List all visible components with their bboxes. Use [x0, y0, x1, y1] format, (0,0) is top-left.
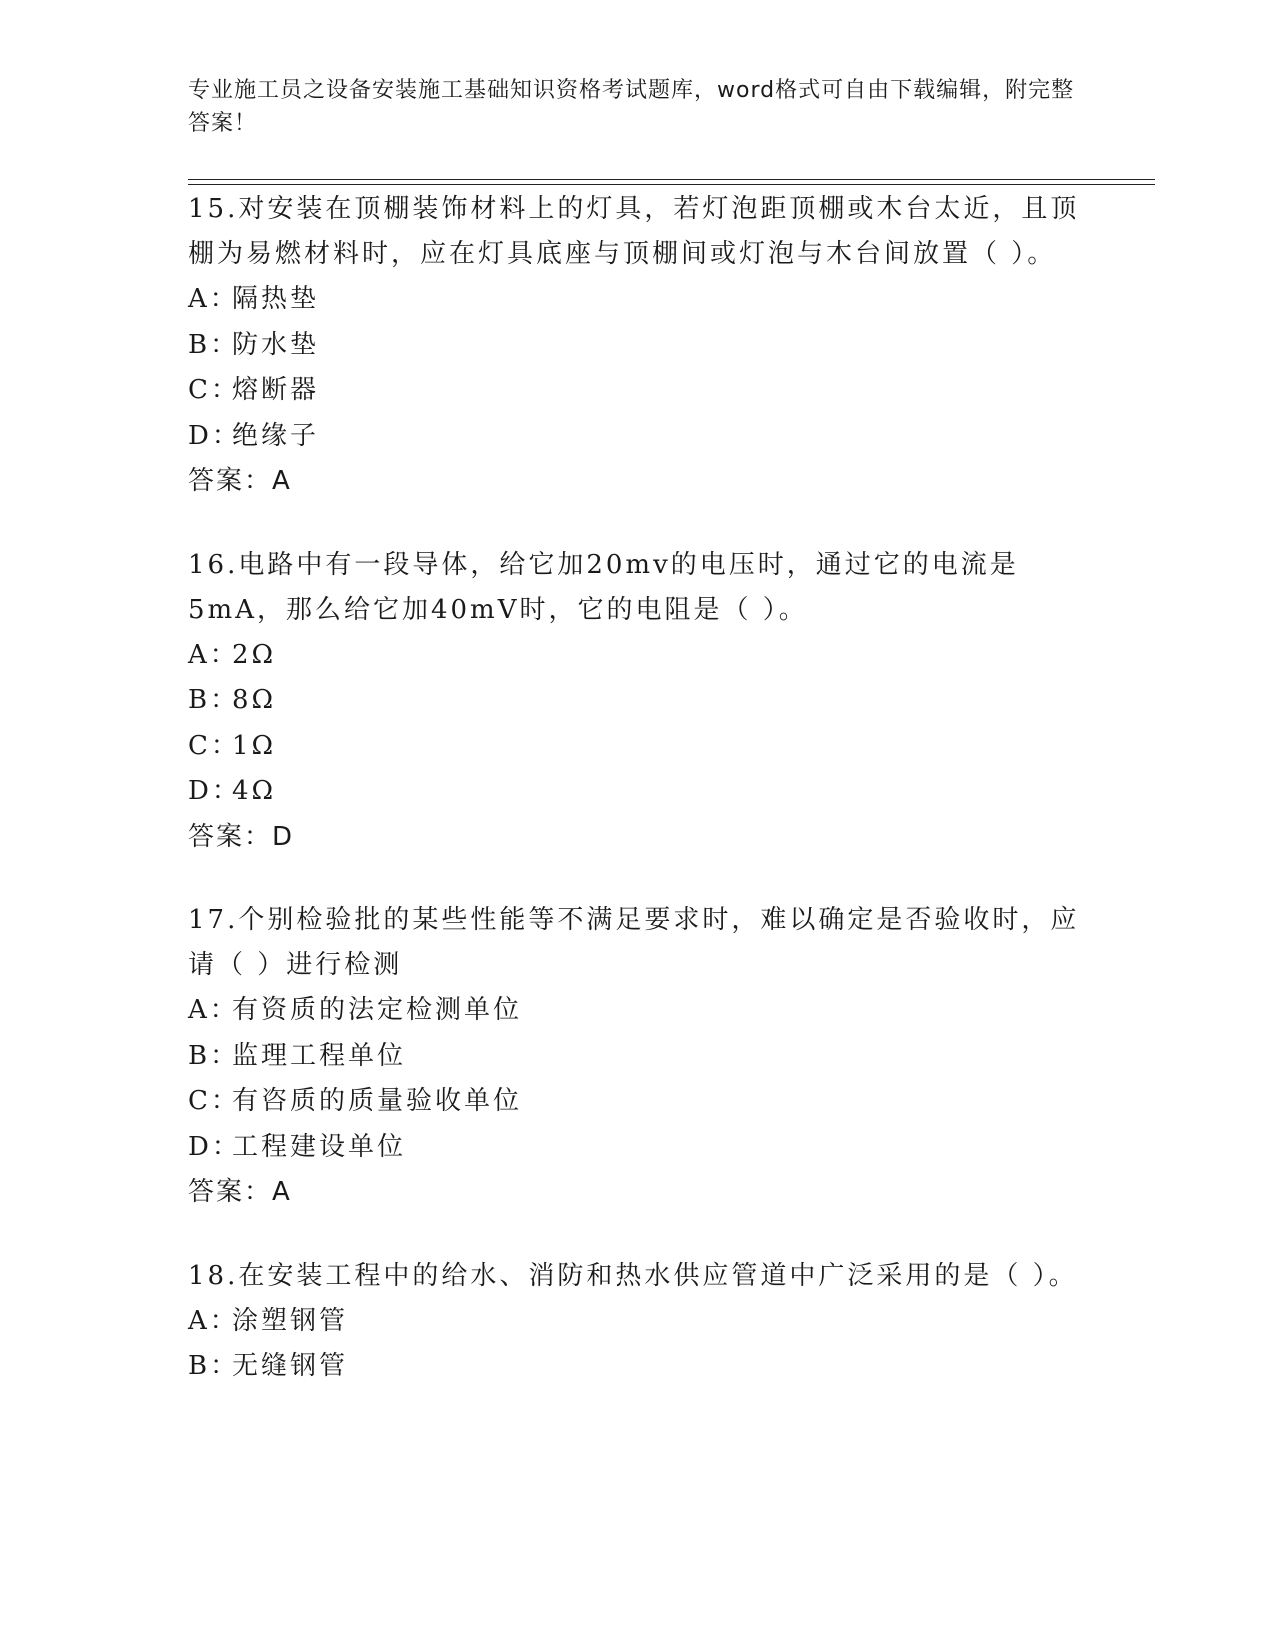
question-18	[188, 1254, 1088, 1390]
option-key: D：	[188, 1131, 241, 1162]
option-key: A：	[188, 639, 239, 670]
option-key: B：	[188, 685, 240, 715]
option-key: C：	[188, 1086, 240, 1116]
answer-line: 答案：D	[188, 821, 295, 852]
option-b	[188, 1344, 1088, 1390]
question-15	[188, 187, 1088, 505]
option-key: B：	[188, 329, 240, 360]
question-16	[188, 543, 1088, 861]
option-text: 2Ω	[232, 639, 277, 670]
option-key: C：	[188, 730, 240, 761]
option-a	[188, 1299, 1088, 1345]
option-key: D：	[188, 420, 241, 451]
option-text: 有资质的法定检测单位	[232, 995, 523, 1025]
answer-line: 答案：A	[188, 1177, 292, 1207]
option-c	[188, 1079, 1088, 1125]
option-a	[188, 988, 1088, 1034]
option-text: 工程建设单位	[232, 1131, 407, 1162]
document-title: 专业施工员之设备安装施工基础知识资格考试题库，word格式可自由下载编辑，附完整答案！	[188, 78, 1075, 136]
option-text: 有咨质的质量验收单位	[232, 1086, 523, 1116]
option-a	[188, 277, 1088, 323]
option-b	[188, 1034, 1088, 1080]
option-d	[188, 414, 1088, 460]
option-a	[188, 633, 1088, 679]
question-list	[188, 187, 1088, 1428]
option-d	[188, 1125, 1088, 1171]
question-17	[188, 898, 1088, 1216]
option-b	[188, 678, 1088, 724]
option-key: D：	[188, 776, 241, 806]
option-text: 无缝钢管	[232, 1351, 349, 1381]
header-rule-bottom	[188, 184, 1155, 185]
option-text: 涂塑钢管	[232, 1305, 349, 1336]
option-text: 8Ω	[232, 685, 277, 715]
option-key: A：	[188, 995, 239, 1025]
option-c	[188, 724, 1088, 770]
answer-line: 答案：A	[188, 466, 292, 496]
option-b	[188, 323, 1088, 369]
option-text: 绝缘子	[232, 420, 320, 451]
question-text: 15.对安装在顶棚装饰材料上的灯具，若灯泡距顶棚或木台太近，且顶棚为易燃材料时，应在灯具底座与顶棚间或灯泡与木台间放置（ ）。	[188, 194, 1080, 269]
option-text: 熔断器	[232, 375, 320, 405]
option-c	[188, 368, 1088, 414]
option-key: B：	[188, 1351, 240, 1381]
option-text: 隔热垫	[232, 284, 320, 314]
option-key: C：	[188, 375, 240, 405]
option-text: 监理工程单位	[232, 1040, 407, 1071]
question-text: 17.个别检验批的某些性能等不满足要求时，难以确定是否验收时，应请（ ）进行检测	[188, 905, 1080, 980]
option-key: A：	[188, 284, 239, 314]
option-key: A：	[188, 1305, 239, 1336]
question-text: 16.电路中有一段导体，给它加20mv的电压时，通过它的电流是5mA，那么给它加40mV时，它的电阻是（ ）。	[188, 549, 1019, 625]
option-key: B：	[188, 1040, 240, 1071]
option-d	[188, 769, 1088, 815]
document-header	[188, 74, 1088, 140]
option-text: 4Ω	[232, 776, 277, 806]
option-text: 防水垫	[232, 329, 320, 360]
option-text: 1Ω	[232, 730, 277, 761]
header-rule-top	[188, 179, 1155, 180]
question-text: 18.在安装工程中的给水、消防和热水供应管道中广泛采用的是（ ）。	[188, 1260, 1078, 1291]
